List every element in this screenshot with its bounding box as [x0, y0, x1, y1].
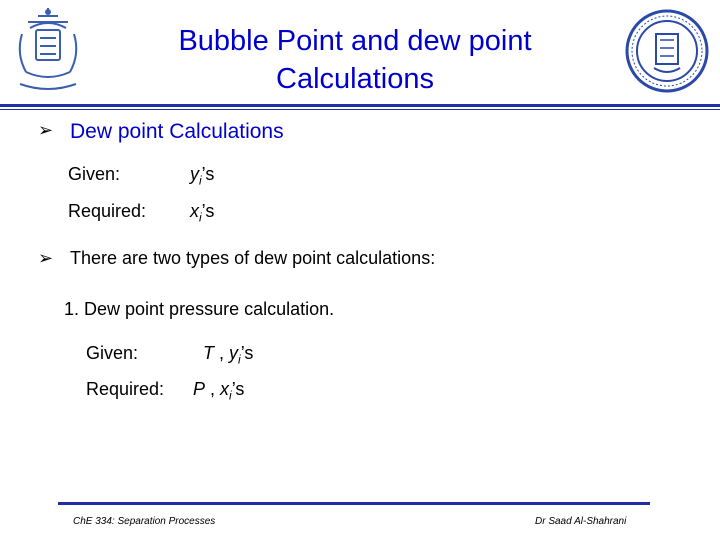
arrow-bullet-icon: ➢	[38, 248, 54, 268]
given-label: Given:	[68, 164, 121, 184]
required-value	[190, 201, 214, 225]
list-item-dew-point-pressure: 1. Dew point pressure calculation.	[64, 299, 335, 319]
required-sub-2: i	[229, 388, 232, 403]
footer-course: ChE 334: Separation Processes	[73, 516, 216, 527]
required-value-2	[193, 379, 244, 403]
required-suffix-2: ’s	[231, 379, 245, 399]
required-var: x	[190, 201, 199, 221]
given-value-2	[203, 343, 253, 367]
given-sep: ,	[214, 343, 230, 363]
given-suffix: ’s	[201, 164, 215, 184]
given-var-2: y	[229, 343, 239, 363]
title-line-1: Bubble Point and dew point	[178, 25, 532, 57]
required-label-2: Required:	[86, 379, 165, 399]
page-title	[110, 22, 600, 98]
given-sub-2: i	[238, 352, 241, 367]
footer-divider	[58, 502, 650, 505]
required-var-2: x	[220, 379, 230, 399]
section-heading: Dew point Calculations	[70, 120, 284, 143]
given-var: y	[190, 164, 199, 184]
given-T: T	[203, 343, 214, 363]
header-divider	[0, 104, 720, 107]
required-sep: ,	[205, 379, 221, 399]
given-value	[190, 164, 214, 188]
university-logo	[8, 4, 88, 96]
header-divider-thin	[0, 109, 720, 110]
department-seal-logo	[624, 6, 710, 96]
section-2-heading: There are two types of dew point calculations:	[70, 248, 436, 268]
given-label-2: Given:	[86, 343, 139, 363]
required-suffix: ’s	[201, 201, 215, 221]
required-P: P	[193, 379, 206, 399]
bullet-two-types	[38, 248, 436, 269]
bullet-dew-point-calculations	[38, 120, 284, 143]
arrow-bullet-icon: ➢	[38, 120, 54, 140]
given-suffix-2: ’s	[240, 343, 254, 363]
given-sub: i	[199, 173, 202, 188]
required-sub: i	[199, 210, 202, 225]
footer-author: Dr Saad Al-Shahrani	[535, 516, 627, 527]
title-line-2: Calculations	[276, 63, 434, 95]
required-label: Required:	[68, 201, 147, 221]
